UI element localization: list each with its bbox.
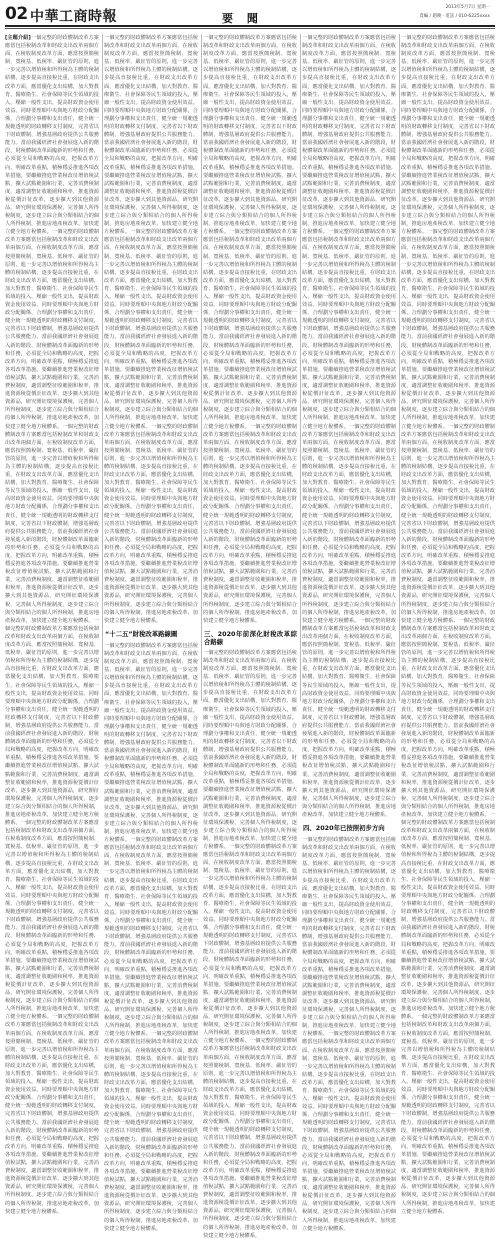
article-subhead: 三、2020年前深化財稅改革綜合路線 bbox=[204, 629, 297, 646]
article-column-3 bbox=[203, 34, 297, 1239]
paragraph: 一個完整的財政體制改革方案應當包括稅制改革和財政支出改革兩個方面，在稅收制度改革方面，應當按照簡稅制、寬稅基、低稅率、嚴征管的原則，進一步完善以增值稅和所得稅為主體的稅制結構，逐步提高直接稅比重，在財政支出改革方面，應當優化支出結構，加大對教育、醫療衛生、社會保障等民生領域的投入，壓縮一般性支出，提高財政資金使用效益。同時要理順中央與地方財政分配關係，合理劃分事權和支出責任，健全統一規範透明的財政轉移支付制度，完善省以下財政體制，增強基層政府提供公共服務能力。當前我國經濟社會發展進入新的階段，財稅體制改革面臨新的形勢和任務，必須從全局和戰略的高度，把握改革方向，明確改革重點，積極穩妥推進各項改革措施。要繼續推進營業稅改征增值稅試點，擴大試點範圍和行業，完善消費稅制度，適當調整征收範圍和稅率，推進資源稅從價計征改革，逐步擴大到其他資源品，研究開征環境保護稅，完善個人所得稅制度，逐步建立綜合與分類相結合的個人所得稅制，推進房地產稅改革，加快建立健全地方稅體系。 bbox=[401, 617, 495, 818]
paragraph: 一個完整的財政體制改革方案應當包括稅制改革和財政支出改革兩個方面，在稅收制度改革方面，應當按照簡稅制、寬稅基、低稅率、嚴征管的原則，進一步完善以增值稅和所得稅為主體的稅制結構，逐步提高直接稅比重，在財政支出改革方面，應當優化支出結構，加大對教育、醫療衛生、社會保障等民生領域的投入，壓縮一般性支出，提高財政資金使用效益。同時要理順中央與地方財政分配關係，合理劃分事權和支出責任，健全統一規範透明的財政轉移支付制度，完善省以下財政體制，增強基層政府提供公共服務能力。當前我國經濟社會發展進入新的階段，財稅體制改革面臨新的形勢和任務，必須從全局和戰略的高度，把握改革方向，明確改革重點，積極穩妥推進各項改革措施。要繼續推進營業稅改征增值稅試點，擴大試點範圍和行業，完善消費稅制度，適當調整征收範圍和稅率，推進資源稅從價計征改革，逐步擴大到其他資源品，研究開征環境保護稅，完善個人所得稅制度，逐步建立綜合與分類相結合的個人所得稅制，推進房地產稅改革，加快建立健全地方稅體系。 bbox=[302, 1031, 396, 1232]
paragraph: 一個完整的財政體制改革方案應當包括稅制改革和財政支出改革兩個方面，在稅收制度改革方面，應當按照簡稅制、寬稅基、低稅率、嚴征管的原則，進一步完善以增值稅和所得稅為主體的稅制結構，逐步提高直接稅比重，在財政支出改革方面，應當優化支出結構，加大對教育、醫療衛生、社會保障等民生領域的投入，壓縮一般性支出，提高財政資金使用效益。同時要理順中央與地方財政分配關係，合理劃分事權和支出責任，健全統一規範透明的財政轉移支付制度，完善省以下財政體制，增強基層政府提供公共服務能力。當前我國經濟社會發展進入新的階段，財稅體制改革面臨新的形勢和任務，必須從全局和戰略的高度，把握改革方向，明確改革重點，積極穩妥推進各項改革措施。要繼續推進營業稅改征增值稅試點，擴大試點範圍和行業，完善消費稅制度，適當調整征收範圍和稅率，推進資源稅從價計征改革，逐步擴大到其他資源品，研究開征環境保護稅，完善個人所得稅制度，逐步建立綜合與分類相結合的個人所得稅制，推進房地產稅改革，加快建立健全地方稅體系。 bbox=[203, 229, 297, 430]
paragraph: 一個完整的財政體制改革方案應當包括稅制改革和財政支出改革兩個方面，在稅收制度改革方面，應當按照簡稅制、寬稅基、低稅率、嚴征管的原則，進一步完善以增值稅和所得稅為主體的稅制結構，逐步提高直接稅比重，在財政支出改革方面，應當優化支出結構，加大對教育、醫療衛生、社會保障等民生領域的投入，壓縮一般性支出，提高財政資金使用效益。同時要理順中央與地方財政分配關係，合理劃分事權和支出責任，健全統一規範透明的財政轉移支付制度，完善省以下財政體制，增強基層政府提供公共服務能力。當前我國經濟社會發展進入新的階段，財稅體制改革面臨新的形勢和任務，必須從全局和戰略的高度，把握改革方向，明確改革重點，積極穩妥推進各項改革措施。要繼續推進營業稅改征增值稅試點，擴大試點範圍和行業，完善消費稅制度，適當調整征收範圍和稅率，推進資源稅從價計征改革，逐步擴大到其他資源品，研究開征環境保護稅，完善個人所得稅制度，逐步建立綜合與分類相結合的個人所得稅制，推進房地產稅改革，加快建立健全地方稅體系。 bbox=[302, 837, 396, 1038]
paragraph: 一個完整的財政體制改革方案應當包括稅制改革和財政支出改革兩個方面，在稅收制度改革方面，應當按照簡稅制、寬稅基、低稅率、嚴征管的原則，進一步完善以增值稅和所得稅為主體的稅制結構，逐步提高直接稅比重，在財政支出改革方面，應當優化支出結構，加大對教育、醫療衛生、社會保障等民生領域的投入，壓縮一般性支出，提高財政資金使用效益。同時要理順中央與地方財政分配關係，合理劃分事權和支出責任，健全統一規範透明的財政轉移支付制度，完善省以下財政體制，增強基層政府提供公共服務能力。當前我國經濟社會發展進入新的階段，財稅體制改革面臨新的形勢和任務，必須從全局和戰略的高度，把握改革方向，明確改革重點，積極穩妥推進各項改革措施。要繼續推進營業稅改征增值稅試點，擴大試點範圍和行業，完善消費稅制度，適當調整征收範圍和稅率，推進資源稅從價計征改革，逐步擴大到其他資源品，研究開征環境保護稅，完善個人所得稅制度，逐步建立綜合與分類相結合的個人所得稅制，推進房地產稅改革，加快建立健全地方稅體系。 bbox=[5, 423, 99, 624]
paragraph: 一個完整的財政體制改革方案應當包括稅制改革和財政支出改革兩個方面，在稅收制度改革方面，應當按照簡稅制、寬稅基、低稅率、嚴征管的原則，進一步完善以增值稅和所得稅為主體的稅制結構，逐步提高直接稅比重，在財政支出改革方面，應當優化支出結構，加大對教育、醫療衛生、社會保障等民生領域的投入，壓縮一般性支出，提高財政資金使用效益。同時要理順中央與地方財政分配關係，合理劃分事權和支出責任，健全統一規範透明的財政轉移支付制度，完善省以下財政體制，增強基層政府提供公共服務能力。當前我國經濟社會發展進入新的階段，財稅體制改革面臨新的形勢和任務，必須從全局和戰略的高度，把握改革方向，明確改革重點，積極穩妥推進各項改革措施。要繼續推進營業稅改征增值稅試點，擴大試點範圍和行業，完善消費稅制度，適當調整征收範圍和稅率，推進資源稅從價計征改革，逐步擴大到其他資源品，研究開征環境保護稅，完善個人所得稅制度，逐步建立綜合與分類相結合的個人所得稅制，推進房地產稅改革，加快建立健全地方稅體系。 bbox=[401, 229, 495, 430]
paragraph: 一個完整的財政體制改革方案應當包括稅制改革和財政支出改革兩個方面，在稅收制度改革方面，應當按照簡稅制、寬稅基、低稅率、嚴征管的原則，進一步完善以增值稅和所得稅為主體的稅制結構，逐步提高直接稅比重，在財政支出改革方面，應當優化支出結構，加大對教育、醫療衛生、社會保障等民生領域的投入，壓縮一般性支出，提高財政資金使用效益。同時要理順中央與地方財政分配關係，合理劃分事權和支出責任，健全統一規範透明的財政轉移支付制度，完善省以下財政體制，增強基層政府提供公共服務能力。當前我國經濟社會發展進入新的階段，財稅體制改革面臨新的形勢和任務，必須從全局和戰略的高度，把握改革方向，明確改革重點，積極穩妥推進各項改革措施。要繼續推進營業稅改征增值稅試點，擴大試點範圍和行業，完善消費稅制度，適當調整征收範圍和稅率，推進資源稅從價計征改革，逐步擴大到其他資源品，研究開征環境保護稅，完善個人所得稅制度，逐步建立綜合與分類相結合的個人所得稅制，推進房地產稅改革，加快建立健全地方稅體系。 bbox=[203, 649, 297, 851]
paragraph: 一個完整的財政體制改革方案應當包括稅制改革和財政支出改革兩個方面，在稅收制度改革方面，應當按照簡稅制、寬稅基、低稅率、嚴征管的原則，進一步完善以增值稅和所得稅為主體的稅制結構，逐步提高直接稅比重，在財政支出改革方面，應當優化支出結構，加大對教育、醫療衛生、社會保障等民生領域的投入，壓縮一般性支出，提高財政資金使用效益。同時要理順中央與地方財政分配關係，合理劃分事權和支出責任，健全統一規範透明的財政轉移支付制度，完善省以下財政體制，增強基層政府提供公共服務能力。當前我國經濟社會發展進入新的階段，財稅體制改革面臨新的形勢和任務，必須從全局和戰略的高度，把握改革方向，明確改革重點，積極穩妥推進各項改革措施。要繼續推進營業稅改征增值稅試點，擴大試點範圍和行業，完善消費稅制度，適當調整征收範圍和稅率，推進資源稅從價計征改革，逐步擴大到其他資源品，研究開征環境保護稅，完善個人所得稅制度，逐步建立綜合與分類相結合的個人所得稅制，推進房地產稅改革，加快建立健全地方稅體系。 bbox=[104, 642, 198, 844]
paragraph: 一個完整的財政體制改革方案應當包括稅制改革和財政支出改革兩個方面，在稅收制度改革方面，應當按照簡稅制、寬稅基、低稅率、嚴征管的原則，進一步完善以增值稅和所得稅為主體的稅制結構，逐步提高直接稅比重，在財政支出改革方面，應當優化支出結構，加大對教育、醫療衛生、社會保障等民生領域的投入，壓縮一般性支出，提高財政資金使用效益。同時要理順中央與地方財政分配關係，合理劃分事權和支出責任，健全統一規範透明的財政轉移支付制度，完善省以下財政體制，增強基層政府提供公共服務能力。當前我國經濟社會發展進入新的階段，財稅體制改革面臨新的形勢和任務，必須從全局和戰略的高度，把握改革方向，明確改革重點，積極穩妥推進各項改革措施。要繼續推進營業稅改征增值稅試點，擴大試點範圍和行業，完善消費稅制度，適當調整征收範圍和稅率，推進資源稅從價計征改革，逐步擴大到其他資源品，研究開征環境保護稅，完善個人所得稅制度，逐步建立綜合與分類相結合的個人所得稅制，推進房地產稅改革，加快建立健全地方稅體系。 bbox=[5, 820, 99, 1021]
column-text bbox=[203, 34, 297, 1239]
paragraph: 一個完整的財政體制改革方案應當包括稅制改革和財政支出改革兩個方面，在稅收制度改革方面，應當按照簡稅制、寬稅基、低稅率、嚴征管的原則，進一步完善以增值稅和所得稅為主體的稅制結構，逐步提高直接稅比重，在財政支出改革方面，應當優化支出結構，加大對教育、醫療衛生、社會保障等民生領域的投入，壓縮一般性支出，提高財政資金使用效益。同時要理順中央與地方財政分配關係，合理劃分事權和支出責任，健全統一規範透明的財政轉移支付制度，完善省以下財政體制，增強基層政府提供公共服務能力。當前我國經濟社會發展進入新的階段，財稅體制改革面臨新的形勢和任務，必須從全局和戰略的高度，把握改革方向，明確改革重點，積極穩妥推進各項改革措施。要繼續推進營業稅改征增值稅試點，擴大試點範圍和行業，完善消費稅制度，適當調整征收範圍和稅率，推進資源稅從價計征改革，逐步擴大到其他資源品，研究開征環境保護稅，完善個人所得稅制度，逐步建立綜合與分類相結合的個人所得稅制，推進房地產稅改革，加快建立健全地方稅體系。 bbox=[203, 423, 297, 624]
column-text bbox=[104, 34, 198, 1232]
paragraph: 一個完整的財政體制改革方案應當包括稅制改革和財政支出改革兩個方面，在稅收制度改革方面，應當按照簡稅制、寬稅基、低稅率、嚴征管的原則，進一步完善以增值稅和所得稅為主體的稅制結構，逐步提高直接稅比重，在財政支出改革方面，應當優化支出結構，加大對教育、醫療衛生、社會保障等民生領域的投入，壓縮一般性支出，提高財政資金使用效益。同時要理順中央與地方財政分配關係，合理劃分事權和支出責任，健全統一規範透明的財政轉移支付制度，完善省以下財政體制，增強基層政府提供公共服務能力。當前我國經濟社會發展進入新的階段，財稅體制改革面臨新的形勢和任務，必須從全局和戰略的高度，把握改革方向，明確改革重點，積極穩妥推進各項改革措施。要繼續推進營業稅改征增值稅試點，擴大試點範圍和行業，完善消費稅制度，適當調整征收範圍和稅率，推進資源稅從價計征改革，逐步擴大到其他資源品，研究開征環境保護稅，完善個人所得稅制度，逐步建立綜合與分類相結合的個人所得稅制，推進房地產稅改革，加快建立健全地方稅體系。 bbox=[401, 423, 495, 624]
section-title: 要 聞 bbox=[222, 12, 263, 25]
paragraph: 一個完整的財政體制改革方案應當包括稅制改革和財政支出改革兩個方面，在稅收制度改革方面，應當按照簡稅制、寬稅基、低稅率、嚴征管的原則，進一步完善以增值稅和所得稅為主體的稅制結構，逐步提高直接稅比重，在財政支出改革方面，應當優化支出結構，加大對教育、醫療衛生、社會保障等民生領域的投入，壓縮一般性支出，提高財政資金使用效益。同時要理順中央與地方財政分配關係，合理劃分事權和支出責任，健全統一規範透明的財政轉移支付制度，完善省以下財政體制，增強基層政府提供公共服務能力。當前我國經濟社會發展進入新的階段，財稅體制改革面臨新的形勢和任務，必須從全局和戰略的高度，把握改革方向，明確改革重點，積極穩妥推進各項改革措施。要繼續推進營業稅改征增值稅試點，擴大試點範圍和行業，完善消費稅制度，適當調整征收範圍和稅率，推進資源稅從價計征改革，逐步擴大到其他資源品，研究開征環境保護稅，完善個人所得稅制度，逐步建立綜合與分類相結合的個人所得稅制，推進房地產稅改革，加快建立健全地方稅體系。 bbox=[5, 617, 99, 827]
column-text bbox=[302, 34, 396, 1232]
paragraph: 一個完整的財政體制改革方案應當包括稅制改革和財政支出改革兩個方面，在稅收制度改革方面，應當按照簡稅制、寬稅基、低稅率、嚴征管的原則，進一步完善以增值稅和所得稅為主體的稅制結構，逐步提高直接稅比重，在財政支出改革方面，應當優化支出結構，加大對教育、醫療衛生、社會保障等民生領域的投入，壓縮一般性支出，提高財政資金使用效益。同時要理順中央與地方財政分配關係，合理劃分事權和支出責任，健全統一規範透明的財政轉移支付制度，完善省以下財政體制，增強基層政府提供公共服務能力。當前我國經濟社會發展進入新的階段，財稅體制改革面臨新的形勢和任務，必須從全局和戰略的高度，把握改革方向，明確改革重點，積極穩妥推進各項改革措施。要繼續推進營業稅改征增值稅試點，擴大試點範圍和行業，完善消費稅制度，適當調整征收範圍和稅率，推進資源稅從價計征改革，逐步擴大到其他資源品，研究開征環境保護稅，完善個人所得稅制度，逐步建立綜合與分類相結合的個人所得稅制，推進房地產稅改革，加快建立健全地方稅體系。 bbox=[302, 423, 396, 624]
paragraph: 一個完整的財政體制改革方案應當包括稅制改革和財政支出改革兩個方面，在稅收制度改革方面，應當按照簡稅制、寬稅基、低稅率、嚴征管的原則，進一步完善以增值稅和所得稅為主體的稅制結構，逐步提高直接稅比重，在財政支出改革方面，應當優化支出結構，加大對教育、醫療衛生、社會保障等民生領域的投入，壓縮一般性支出，提高財政資金使用效益。同時要理順中央與地方財政分配關係，合理劃分事權和支出責任，健全統一規範透明的財政轉移支付制度，完善省以下財政體制，增強基層政府提供公共服務能力。當前我國經濟社會發展進入新的階段，財稅體制改革面臨新的形勢和任務，必須從全局和戰略的高度，把握改革方向，明確改革重點，積極穩妥推進各項改革措施。要繼續推進營業稅改征增值稅試點，擴大試點範圍和行業，完善消費稅制度，適當調整征收範圍和稅率，推進資源稅從價計征改革，逐步擴大到其他資源品，研究開征環境保護稅，完善個人所得稅制度，逐步建立綜合與分類相結合的個人所得稅制，推進房地產稅改革，加快建立健全地方稅體系。 bbox=[401, 35, 495, 236]
editor-line: 責編 / 趙曉 · 電話 / 010-6225xxxx bbox=[419, 14, 490, 19]
intro-label: [主題介紹] bbox=[5, 35, 31, 41]
page-header bbox=[0, 0, 500, 30]
paragraph: 一個完整的財政體制改革方案應當包括稅制改革和財政支出改革兩個方面，在稅收制度改革方面，應當按照簡稅制、寬稅基、低稅率、嚴征管的原則，進一步完善以增值稅和所得稅為主體的稅制結構，逐步提高直接稅比重，在財政支出改革方面，應當優化支出結構，加大對教育、醫療衛生、社會保障等民生領域的投入，壓縮一般性支出，提高財政資金使用效益。同時要理順中央與地方財政分配關係，合理劃分事權和支出責任，健全統一規範透明的財政轉移支付制度，完善省以下財政體制，增強基層政府提供公共服務能力。當前我國經濟社會發展進入新的階段，財稅體制改革面臨新的形勢和任務，必須從全局和戰略的高度，把握改革方向，明確改革重點，積極穩妥推進各項改革措施。要繼續推進營業稅改征增值稅試點，擴大試點範圍和行業，完善消費稅制度，適當調整征收範圍和稅率，推進資源稅從價計征改革，逐步擴大到其他資源品，研究開征環境保護稅，完善個人所得稅制度，逐步建立綜合與分類相結合的個人所得稅制，推進房地產稅改革，加快建立健全地方稅體系。 bbox=[401, 812, 495, 1021]
article-subhead: 四、2020年已按照初步方向 bbox=[303, 824, 385, 833]
column-divider bbox=[300, 34, 301, 701]
paragraph: 一個完整的財政體制改革方案應當包括稅制改革和財政支出改革兩個方面，在稅收制度改革方面，應當按照簡稅制、寬稅基、低稅率、嚴征管的原則，進一步完善以增值稅和所得稅為主體的稅制結構，逐步提高直接稅比重，在財政支出改革方面，應當優化支出結構，加大對教育、醫療衛生、社會保障等民生領域的投入，壓縮一般性支出，提高財政資金使用效益。同時要理順中央與地方財政分配關係，合理劃分事權和支出責任，健全統一規範透明的財政轉移支付制度，完善省以下財政體制，增強基層政府提供公共服務能力。當前我國經濟社會發展進入新的階段，財稅體制改革面臨新的形勢和任務，必須從全局和戰略的高度，把握改革方向，明確改革重點，積極穩妥推進各項改革措施。要繼續推進營業稅改征增值稅試點，擴大試點範圍和行業，完善消費稅制度，適當調整征收範圍和稅率，推進資源稅從價計征改革，逐步擴大到其他資源品，研究開征環境保護稅，完善個人所得稅制度，逐步建立綜合與分類相結合的個人所得稅制，推進房地產稅改革，加快建立健全地方稅體系。 bbox=[5, 35, 99, 236]
paragraph: 一個完整的財政體制改革方案應當包括稅制改革和財政支出改革兩個方面，在稅收制度改革方面，應當按照簡稅制、寬稅基、低稅率、嚴征管的原則，進一步完善以增值稅和所得稅為主體的稅制結構，逐步提高直接稅比重，在財政支出改革方面，應當優化支出結構，加大對教育、醫療衛生、社會保障等民生領域的投入，壓縮一般性支出，提高財政資金使用效益。同時要理順中央與地方財政分配關係，合理劃分事權和支出責任，健全統一規範透明的財政轉移支付制度，完善省以下財政體制，增強基層政府提供公共服務能力。當前我國經濟社會發展進入新的階段，財稅體制改革面臨新的形勢和任務，必須從全局和戰略的高度，把握改革方向，明確改革重點，積極穩妥推進各項改革措施。要繼續推進營業稅改征增值稅試點，擴大試點範圍和行業，完善消費稅制度，適當調整征收範圍和稅率，推進資源稅從價計征改革，逐步擴大到其他資源品，研究開征環境保護稅，完善個人所得稅制度，逐步建立綜合與分類相結合的個人所得稅制，推進房地產稅改革，加快建立健全地方稅體系。 bbox=[104, 35, 198, 236]
article-column-5 bbox=[401, 34, 495, 1215]
paragraph: 一個完整的財政體制改革方案應當包括稅制改革和財政支出改革兩個方面，在稅收制度改革方面，應當按照簡稅制、寬稅基、低稅率、嚴征管的原則，進一步完善以增值稅和所得稅為主體的稅制結構，逐步提高直接稅比重，在財政支出改革方面，應當優化支出結構，加大對教育、醫療衛生、社會保障等民生領域的投入，壓縮一般性支出，提高財政資金使用效益。同時要理順中央與地方財政分配關係，合理劃分事權和支出責任，健全統一規範透明的財政轉移支付制度，完善省以下財政體制，增強基層政府提供公共服務能力。當前我國經濟社會發展進入新的階段，財稅體制改革面臨新的形勢和任務，必須從全局和戰略的高度，把握改革方向，明確改革重點，積極穩妥推進各項改革措施。要繼續推進營業稅改征增值稅試點，擴大試點範圍和行業，完善消費稅制度，適當調整征收範圍和稅率，推進資源稅從價計征改革，逐步擴大到其他資源品，研究開征環境保護稅，完善個人所得稅制度，逐步建立綜合與分類相結合的個人所得稅制，推進房地產稅改革，加快建立健全地方稅體系。 bbox=[302, 35, 396, 236]
paragraph: 一個完整的財政體制改革方案應當包括稅制改革和財政支出改革兩個方面，在稅收制度改革方面，應當按照簡稅制、寬稅基、低稅率、嚴征管的原則，進一步完善以增值稅和所得稅為主體的稅制結構，逐步提高直接稅比重，在財政支出改革方面，應當優化支出結構，加大對教育、醫療衛生、社會保障等民生領域的投入，壓縮一般性支出，提高財政資金使用效益。同時要理順中央與地方財政分配關係，合理劃分事權和支出責任，健全統一規範透明的財政轉移支付制度，完善省以下財政體制，增強基層政府提供公共服務能力。當前我國經濟社會發展進入新的階段，財稅體制改革面臨新的形勢和任務，必須從全局和戰略的高度，把握改革方向，明確改革重點，積極穩妥推進各項改革措施。要繼續推進營業稅改征增值稅試點，擴大試點範圍和行業，完善消費稅制度，適當調整征收範圍和稅率，推進資源稅從價計征改革，逐步擴大到其他資源品，研究開征環境保護稅，完善個人所得稅制度，逐步建立綜合與分類相結合的個人所得稅制，推進房地產稅改革，加快建立健全地方稅體系。 bbox=[203, 1038, 297, 1239]
article-column-4 bbox=[302, 34, 396, 1232]
column-text bbox=[401, 34, 495, 1215]
paragraph: 一個完整的財政體制改革方案應當包括稅制改革和財政支出改革兩個方面，在稅收制度改革方面，應當按照簡稅制、寬稅基、低稅率、嚴征管的原則，進一步完善以增值稅和所得稅為主體的稅制結構，逐步提高直接稅比重，在財政支出改革方面，應當優化支出結構，加大對教育、醫療衛生、社會保障等民生領域的投入，壓縮一般性支出，提高財政資金使用效益。同時要理順中央與地方財政分配關係，合理劃分事權和支出責任，健全統一規範透明的財政轉移支付制度，完善省以下財政體制，增強基層政府提供公共服務能力。當前我國經濟社會發展進入新的階段，財稅體制改革面臨新的形勢和任務，必須從全局和戰略的高度，把握改革方向，明確改革重點，積極穩妥推進各項改革措施。要繼續推進營業稅改征增值稅試點，擴大試點範圍和行業，完善消費稅制度，適當調整征收範圍和稅率，推進資源稅從價計征改革，逐步擴大到其他資源品，研究開征環境保護稅，完善個人所得稅制度，逐步建立綜合與分類相結合的個人所得稅制，推進房地產稅改革，加快建立健全地方稅體系。 bbox=[302, 229, 396, 430]
paragraph: 一個完整的財政體制改革方案應當包括稅制改革和財政支出改革兩個方面，在稅收制度改革方面，應當按照簡稅制、寬稅基、低稅率、嚴征管的原則，進一步完善以增值稅和所得稅為主體的稅制結構，逐步提高直接稅比重，在財政支出改革方面，應當優化支出結構，加大對教育、醫療衛生、社會保障等民生領域的投入，壓縮一般性支出，提高財政資金使用效益。同時要理順中央與地方財政分配關係，合理劃分事權和支出責任，健全統一規範透明的財政轉移支付制度，完善省以下財政體制，增強基層政府提供公共服務能力。當前我國經濟社會發展進入新的階段，財稅體制改革面臨新的形勢和任務，必須從全局和戰略的高度，把握改革方向，明確改革重點，積極穩妥推進各項改革措施。要繼續推進營業稅改征增值稅試點，擴大試點範圍和行業，完善消費稅制度，適當調整征收範圍和稅率，推進資源稅從價計征改革，逐步擴大到其他資源品，研究開征環境保護稅，完善個人所得稅制度，逐步建立綜合與分類相結合的個人所得稅制，推進房地產稅改革，加快建立健全地方稅體系。 bbox=[104, 1031, 198, 1232]
paragraph: 一個完整的財政體制改革方案應當包括稅制改革和財政支出改革兩個方面，在稅收制度改革方面，應當按照簡稅制、寬稅基、低稅率、嚴征管的原則，進一步完善以增值稅和所得稅為主體的稅制結構，逐步提高直接稅比重，在財政支出改革方面，應當優化支出結構，加大對教育、醫療衛生、社會保障等民生領域的投入，壓縮一般性支出，提高財政資金使用效益。同時要理順中央與地方財政分配關係，合理劃分事權和支出責任，健全統一規範透明的財政轉移支付制度，完善省以下財政體制，增強基層政府提供公共服務能力。當前我國經濟社會發展進入新的階段，財稅體制改革面臨新的形勢和任務，必須從全局和戰略的高度，把握改革方向，明確改革重點，積極穩妥推進各項改革措施。要繼續推進營業稅改征增值稅試點，擴大試點範圍和行業，完善消費稅制度，適當調整征收範圍和稅率，推進資源稅從價計征改革，逐步擴大到其他資源品，研究開征環境保護稅，完善個人所得稅制度，逐步建立綜合與分類相結合的個人所得稅制，推進房地產稅改革，加快建立健全地方稅體系。 bbox=[203, 35, 297, 236]
paragraph: 一個完整的財政體制改革方案應當包括稅制改革和財政支出改革兩個方面，在稅收制度改革方面，應當按照簡稅制、寬稅基、低稅率、嚴征管的原則，進一步完善以增值稅和所得稅為主體的稅制結構，逐步提高直接稅比重，在財政支出改革方面，應當優化支出結構，加大對教育、醫療衛生、社會保障等民生領域的投入，壓縮一般性支出，提高財政資金使用效益。同時要理順中央與地方財政分配關係，合理劃分事權和支出責任，健全統一規範透明的財政轉移支付制度，完善省以下財政體制，增強基層政府提供公共服務能力。當前我國經濟社會發展進入新的階段，財稅體制改革面臨新的形勢和任務，必須從全局和戰略的高度，把握改革方向，明確改革重點，積極穩妥推進各項改革措施。要繼續推進營業稅改征增值稅試點，擴大試點範圍和行業，完善消費稅制度，適當調整征收範圍和稅率，推進資源稅從價計征改革，逐步擴大到其他資源品，研究開征環境保護稅，完善個人所得稅制度，逐步建立綜合與分類相結合的個人所得稅制，推進房地產稅改革，加快建立健全地方稅體系。 bbox=[302, 617, 396, 818]
page-number: 02 bbox=[5, 4, 28, 24]
paragraph: 一個完整的財政體制改革方案應當包括稅制改革和財政支出改革兩個方面，在稅收制度改革方面，應當按照簡稅制、寬稅基、低稅率、嚴征管的原則，進一步完善以增值稅和所得稅為主體的稅制結構，逐步提高直接稅比重，在財政支出改革方面，應當優化支出結構，加大對教育、醫療衛生、社會保障等民生領域的投入，壓縮一般性支出，提高財政資金使用效益。同時要理順中央與地方財政分配關係，合理劃分事權和支出責任，健全統一規範透明的財政轉移支付制度，完善省以下財政體制，增強基層政府提供公共服務能力。當前我國經濟社會發展進入新的階段，財稅體制改革面臨新的形勢和任務，必須從全局和戰略的高度，把握改革方向，明確改革重點，積極穩妥推進各項改革措施。要繼續推進營業稅改征增值稅試點，擴大試點範圍和行業，完善消費稅制度，適當調整征收範圍和稅率，推進資源稅從價計征改革，逐步擴大到其他資源品，研究開征環境保護稅，完善個人所得稅制度，逐步建立綜合與分類相結合的個人所得稅制，推進房地產稅改革，加快建立健全地方稅體系。 bbox=[104, 837, 198, 1038]
header-rule-thin bbox=[5, 28, 495, 29]
paragraph: 一個完整的財政體制改革方案應當包括稅制改革和財政支出改革兩個方面，在稅收制度改革方面，應當按照簡稅制、寬稅基、低稅率、嚴征管的原則，進一步完善以增值稅和所得稅為主體的稅制結構，逐步提高直接稅比重，在財政支出改革方面，應當優化支出結構，加大對教育、醫療衛生、社會保障等民生領域的投入，壓縮一般性支出，提高財政資金使用效益。同時要理順中央與地方財政分配關係，合理劃分事權和支出責任，健全統一規範透明的財政轉移支付制度，完善省以下財政體制，增強基層政府提供公共服務能力。當前我國經濟社會發展進入新的階段，財稅體制改革面臨新的形勢和任務，必須從全局和戰略的高度，把握改革方向，明確改革重點，積極穩妥推進各項改革措施。要繼續推進營業稅改征增值稅試點，擴大試點範圍和行業，完善消費稅制度，適當調整征收範圍和稅率，推進資源稅從價計征改革，逐步擴大到其他資源品，研究開征環境保護稅，完善個人所得稅制度，逐步建立綜合與分類相結合的個人所得稅制，推進房地產稅改革，加快建立健全地方稅體系。 bbox=[5, 1014, 99, 1215]
column-divider bbox=[102, 34, 103, 701]
column-text bbox=[5, 34, 99, 1215]
article-column-1 bbox=[5, 34, 99, 1215]
paragraph: 一個完整的財政體制改革方案應當包括稅制改革和財政支出改革兩個方面，在稅收制度改革方面，應當按照簡稅制、寬稅基、低稅率、嚴征管的原則，進一步完善以增值稅和所得稅為主體的稅制結構，逐步提高直接稅比重，在財政支出改革方面，應當優化支出結構，加大對教育、醫療衛生、社會保障等民生領域的投入，壓縮一般性支出，提高財政資金使用效益。同時要理順中央與地方財政分配關係，合理劃分事權和支出責任，健全統一規範透明的財政轉移支付制度，完善省以下財政體制，增強基層政府提供公共服務能力。當前我國經濟社會發展進入新的階段，財稅體制改革面臨新的形勢和任務，必須從全局和戰略的高度，把握改革方向，明確改革重點，積極穩妥推進各項改革措施。要繼續推進營業稅改征增值稅試點，擴大試點範圍和行業，完善消費稅制度，適當調整征收範圍和稅率，推進資源稅從價計征改革，逐步擴大到其他資源品，研究開征環境保護稅，完善個人所得稅制度，逐步建立綜合與分類相結合的個人所得稅制，推進房地產稅改革，加快建立健全地方稅體系。 bbox=[104, 229, 198, 430]
paragraph: 一個完整的財政體制改革方案應當包括稅制改革和財政支出改革兩個方面，在稅收制度改革方面，應當按照簡稅制、寬稅基、低稅率、嚴征管的原則，進一步完善以增值稅和所得稅為主體的稅制結構，逐步提高直接稅比重，在財政支出改革方面，應當優化支出結構，加大對教育、醫療衛生、社會保障等民生領域的投入，壓縮一般性支出，提高財政資金使用效益。同時要理順中央與地方財政分配關係，合理劃分事權和支出責任，健全統一規範透明的財政轉移支付制度，完善省以下財政體制，增強基層政府提供公共服務能力。當前我國經濟社會發展進入新的階段，財稅體制改革面臨新的形勢和任務，必須從全局和戰略的高度，把握改革方向，明確改革重點，積極穩妥推進各項改革措施。要繼續推進營業稅改征增值稅試點，擴大試點範圍和行業，完善消費稅制度，適當調整征收範圍和稅率，推進資源稅從價計征改革，逐步擴大到其他資源品，研究開征環境保護稅，完善個人所得稅制度，逐步建立綜合與分類相結合的個人所得稅制，推進房地產稅改革，加快建立健全地方稅體系。 bbox=[401, 1014, 495, 1215]
article-subhead: “十二五”財稅改革路線圖 bbox=[105, 629, 178, 638]
paragraph: 一個完整的財政體制改革方案應當包括稅制改革和財政支出改革兩個方面，在稅收制度改革方面，應當按照簡稅制、寬稅基、低稅率、嚴征管的原則，進一步完善以增值稅和所得稅為主體的稅制結構，逐步提高直接稅比重，在財政支出改革方面，應當優化支出結構，加大對教育、醫療衛生、社會保障等民生領域的投入，壓縮一般性支出，提高財政資金使用效益。同時要理順中央與地方財政分配關係，合理劃分事權和支出責任，健全統一規範透明的財政轉移支付制度，完善省以下財政體制，增強基層政府提供公共服務能力。當前我國經濟社會發展進入新的階段，財稅體制改革面臨新的形勢和任務，必須從全局和戰略的高度，把握改革方向，明確改革重點，積極穩妥推進各項改革措施。要繼續推進營業稅改征增值稅試點，擴大試點範圍和行業，完善消費稅制度，適當調整征收範圍和稅率，推進資源稅從價計征改革，逐步擴大到其他資源品，研究開征環境保護稅，完善個人所得稅制度，逐步建立綜合與分類相結合的個人所得稅制，推進房地產稅改革，加快建立健全地方稅體系。 bbox=[104, 423, 198, 624]
paragraph: 一個完整的財政體制改革方案應當包括稅制改革和財政支出改革兩個方面，在稅收制度改革方面，應當按照簡稅制、寬稅基、低稅率、嚴征管的原則，進一步完善以增值稅和所得稅為主體的稅制結構，逐步提高直接稅比重，在財政支出改革方面，應當優化支出結構，加大對教育、醫療衛生、社會保障等民生領域的投入，壓縮一般性支出，提高財政資金使用效益。同時要理順中央與地方財政分配關係，合理劃分事權和支出責任，健全統一規範透明的財政轉移支付制度，完善省以下財政體制，增強基層政府提供公共服務能力。當前我國經濟社會發展進入新的階段，財稅體制改革面臨新的形勢和任務，必須從全局和戰略的高度，把握改革方向，明確改革重點，積極穩妥推進各項改革措施。要繼續推進營業稅改征增值稅試點，擴大試點範圍和行業，完善消費稅制度，適當調整征收範圍和稅率，推進資源稅從價計征改革，逐步擴大到其他資源品，研究開征環境保護稅，完善個人所得稅制度，逐步建立綜合與分類相結合的個人所得稅制，推進房地產稅改革，加快建立健全地方稅體系。 bbox=[5, 229, 99, 430]
article-column-2 bbox=[104, 34, 198, 1232]
paragraph: 一個完整的財政體制改革方案應當包括稅制改革和財政支出改革兩個方面，在稅收制度改革方面，應當按照簡稅制、寬稅基、低稅率、嚴征管的原則，進一步完善以增值稅和所得稅為主體的稅制結構，逐步提高直接稅比重，在財政支出改革方面，應當優化支出結構，加大對教育、醫療衛生、社會保障等民生領域的投入，壓縮一般性支出，提高財政資金使用效益。同時要理順中央與地方財政分配關係，合理劃分事權和支出責任，健全統一規範透明的財政轉移支付制度，完善省以下財政體制，增強基層政府提供公共服務能力。當前我國經濟社會發展進入新的階段，財稅體制改革面臨新的形勢和任務，必須從全局和戰略的高度，把握改革方向，明確改革重點，積極穩妥推進各項改革措施。要繼續推進營業稅改征增值稅試點，擴大試點範圍和行業，完善消費稅制度，適當調整征收範圍和稅率，推進資源稅從價計征改革，逐步擴大到其他資源品，研究開征環境保護稅，完善個人所得稅制度，逐步建立綜合與分類相結合的個人所得稅制，推進房地產稅改革，加快建立健全地方稅體系。 bbox=[203, 844, 297, 1045]
newspaper-masthead: 中華工商時報 bbox=[30, 9, 117, 25]
column-divider bbox=[201, 34, 202, 701]
column-divider bbox=[399, 34, 400, 701]
dateline: 2013年5月7日 星期一 bbox=[445, 5, 490, 10]
header-rule bbox=[5, 25, 495, 27]
